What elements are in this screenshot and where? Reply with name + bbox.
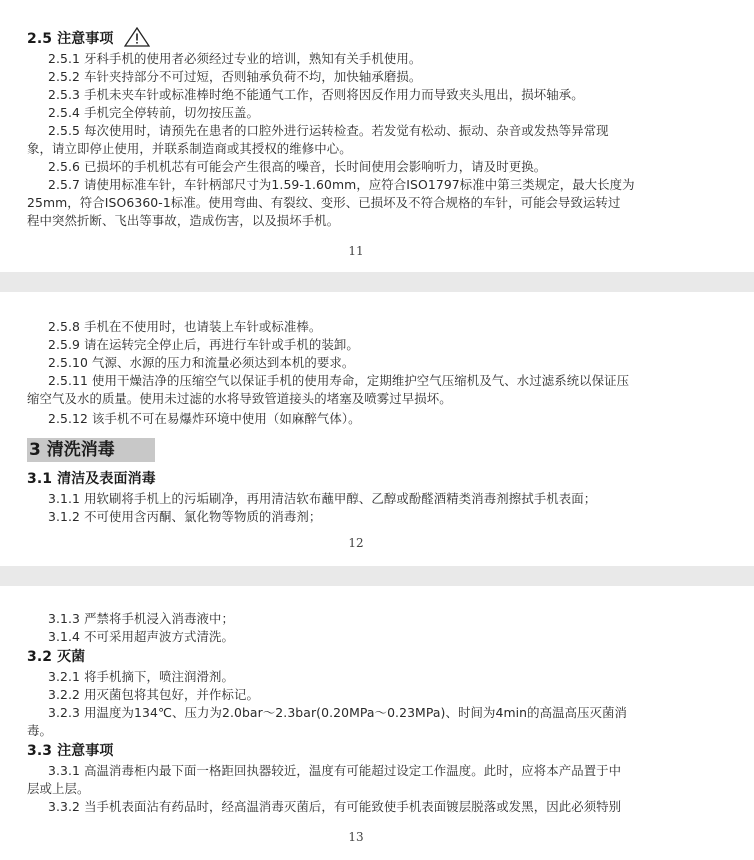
list-item: 3.2.1 将手机摘下，喷注润滑剂。 bbox=[48, 669, 234, 684]
list-item-continuation: 象，请立即停止使用，并联系制造商或其授权的维修中心。 bbox=[27, 141, 352, 156]
section-heading-3-2: 3.2 灭菌 bbox=[27, 649, 86, 665]
list-item: 3.1.4 不可采用超声波方式清洗。 bbox=[48, 629, 234, 644]
list-item-continuation: 缩空气及水的质量。使用未过滤的水将导致管道接头的堵塞及喷雾过早损坏。 bbox=[27, 391, 452, 406]
manual-page-11 bbox=[0, 0, 754, 272]
list-item-continuation: 层或上层。 bbox=[27, 781, 90, 796]
list-item: 3.2.2 用灭菌包将其包好，并作标记。 bbox=[48, 687, 259, 702]
list-item-continuation: 25mm，符合ISO6360-1标准。使用弯曲、有裂纹、变形、已损坏及不符合规格的车针，可能会导致运转过 bbox=[27, 195, 621, 210]
list-item: 2.5.4 手机完全停转前，切勿按压盖。 bbox=[48, 105, 259, 120]
list-item: 3.1.1 用软刷将手机上的污垢刷净，再用清洁软布蘸甲醇、乙醇或酚醛酒精类消毒剂擦拭手机表面； bbox=[48, 491, 597, 506]
section-title: 2.5 注意事项 bbox=[27, 31, 114, 47]
list-item: 3.2.3 用温度为134℃、压力为2.0bar～2.3bar(0.20MPa～0.23MPa)、时间为4min的高温高压灭菌消 bbox=[48, 705, 628, 720]
list-item: 2.5.1 牙科手机的使用者必须经过专业的培训，熟知有关手机使用。 bbox=[48, 51, 422, 66]
section-heading-3-1: 3.1 清洁及表面消毒 bbox=[27, 471, 156, 487]
list-item: 2.5.5 每次使用时，请预先在患者的口腔外进行运转检查。若发觉有松动、振动、杂音或发热等异常现 bbox=[48, 123, 609, 138]
section-heading-2-5 bbox=[27, 27, 724, 52]
list-item: 2.5.8 手机在不使用时，也请装上车针或标准棒。 bbox=[48, 319, 322, 334]
list-item: 3.1.2 不可使用含丙酮、氯化物等物质的消毒剂； bbox=[48, 509, 322, 524]
list-item-continuation: 毒。 bbox=[27, 723, 52, 738]
list-item: 2.5.12 该手机不可在易爆炸环境中使用（如麻醉气体）。 bbox=[48, 411, 361, 426]
list-item: 3.3.1 高温消毒柜内最下面一格距回执器较近，温度有可能超过设定工作温度。此时，应将本产品置于中 bbox=[48, 763, 622, 778]
list-item-continuation: 程中突然折断、飞出等事故，造成伤害，以及损坏手机。 bbox=[27, 213, 340, 228]
warning-triangle-icon bbox=[124, 27, 150, 52]
chapter-heading: 3 清洗消毒 bbox=[27, 438, 155, 462]
section-heading-3-3: 3.3 注意事项 bbox=[27, 743, 114, 759]
list-item: 2.5.2 车针夹持部分不可过短，否则轴承负荷不均，加快轴承磨损。 bbox=[48, 69, 422, 84]
list-item: 2.5.11 使用干燥洁净的压缩空气以保证手机的使用寿命，定期维护空气压缩机及气、水过滤系统以保证压 bbox=[48, 373, 630, 388]
manual-page-12 bbox=[0, 292, 754, 566]
list-item: 2.5.10 气源、水源的压力和流量必须达到本机的要求。 bbox=[48, 355, 355, 370]
list-item: 2.5.7 请使用标准车针，车针柄部尺寸为1.59-1.60mm，应符合ISO1797标准中第三类规定，最大长度为 bbox=[48, 177, 635, 192]
list-item: 3.3.2 当手机表面沾有药品时，经高温消毒灭菌后，有可能致使手机表面镀层脱落或发黑，因此必须特别 bbox=[48, 799, 622, 814]
page-number: 11 bbox=[348, 244, 364, 258]
manual-page-13 bbox=[0, 586, 754, 860]
list-item: 2.5.6 已损坏的手机机芯有可能会产生很高的噪音，长时间使用会影响听力，请及时更换。 bbox=[48, 159, 547, 174]
list-item: 2.5.3 手机未夹车针或标准棒时绝不能通气工作，否则将因反作用力而导致夹头甩出，损坏轴承。 bbox=[48, 87, 584, 102]
page-number: 12 bbox=[348, 536, 364, 550]
list-item: 2.5.9 请在运转完全停止后，再进行车针或手机的装卸。 bbox=[48, 337, 359, 352]
list-item: 3.1.3 严禁将手机浸入消毒液中； bbox=[48, 611, 234, 626]
page-number: 13 bbox=[348, 830, 364, 844]
